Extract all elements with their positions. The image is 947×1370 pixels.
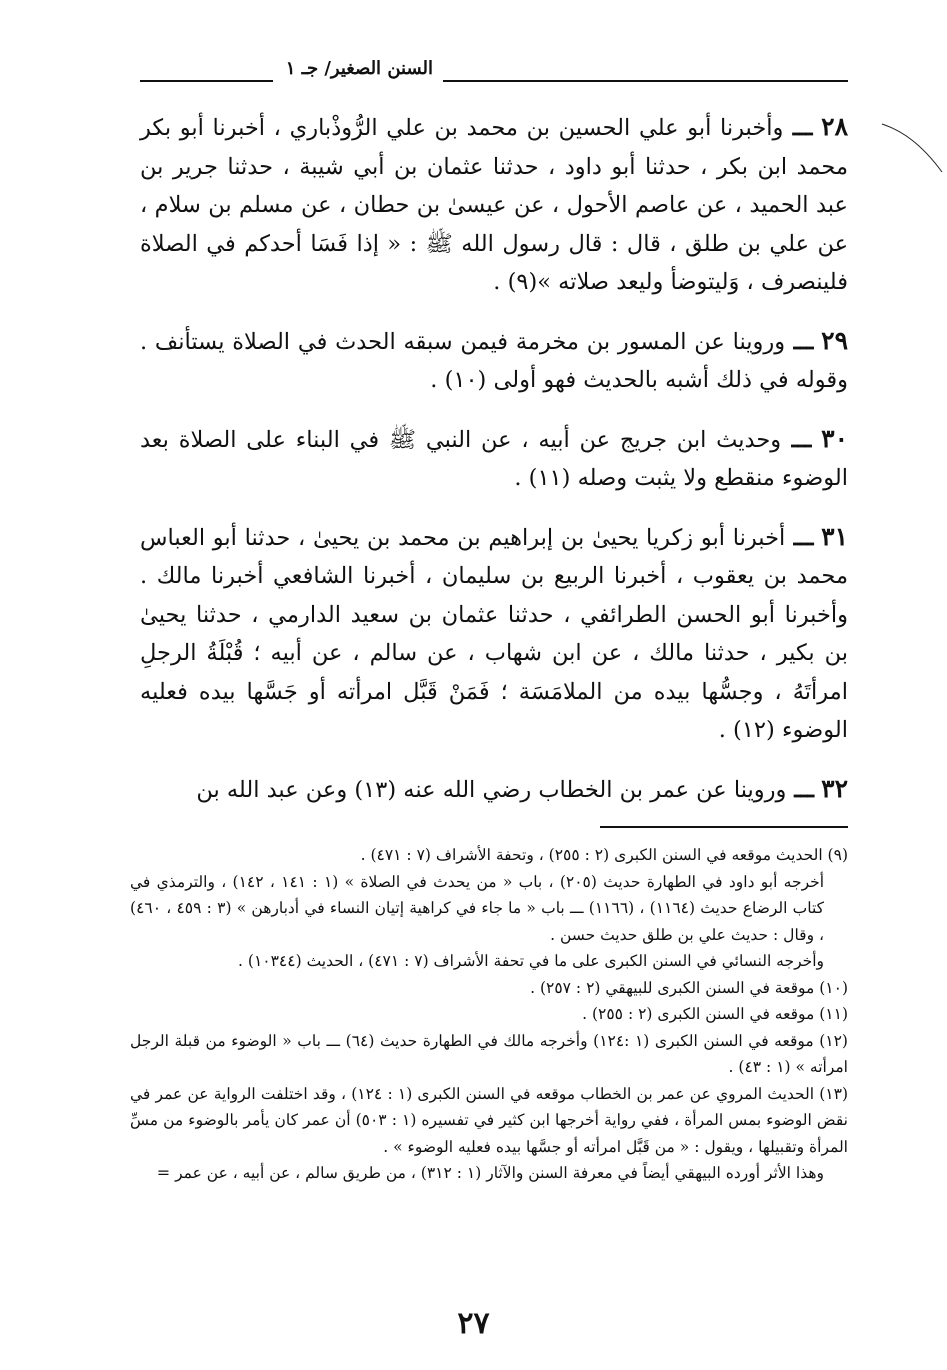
footnote-9-nasai: وأخرجه النسائي في السنن الكبرى على ما في تحفة الأشراف (٧ : ٤٧١) ، الحديث (١٠٣٤٤) . [238, 952, 824, 970]
hadith-number: ٢٨ [821, 112, 849, 141]
page-number: ٢٧ [457, 1306, 490, 1341]
footnote-13-continued [130, 1160, 848, 1187]
hadith-text: أخبرنا أبو زكريا يحيىٰ بن إبراهيم بن محمد بن يحيىٰ ، حدثنا أبو العباس محمد بن يعقوب ، أخبرنا الربيع بن سليمان ، أخبرنا الشافعي أخبرنا مالك . وأخبرنا أبو الحسن الطرائفي ، حدثنا عثمان بن سعيد الدارمي ، حدثنا يحيىٰ بن بكير ، حدثنا مالك ، عن ابن شهاب ، عن سالم ، عن أبيه ؛ قُبْلَةُ الرجلِ امرأتَهُ ، وجسُّها بيده من الملامَسَة ؛ فَمَنْ قَبَّل امرأته أو جَسَّها بيده فعليه الوضوء (١٢) . [140, 524, 848, 743]
hadith-paragraph-30: ٣٠ ـــ وحديث ابن جريج عن أبيه ، عن النبي ﷺ في البناء على الصلاة بعد الوضوء منقطع ولا يثبت وصله (١١) . [140, 423, 848, 491]
hadith-number: ٣١ [821, 521, 849, 551]
footnotes [130, 842, 848, 1187]
hadith-text: وأخبرنا أبو علي الحسين بن محمد بن علي الرُّوذْباري ، أخبرنا أبو بكر محمد ابن بكر ، حدثنا أبو داود ، حدثنا عثمان بن أبي شيبة ، حدثنا جرير بن عبد الحميد ، عن عاصم الأحول ، عن عيسىٰ بن حطان ، عن مسلم بن سلام ، عن علي بن طلق ، قال : قال رسول الله ﷺ : « إذا فَسَا أحدكم في الصلاة فلينصرف ، وَليتوضأ وليعد صلاته »(٩) . [140, 115, 848, 295]
footnote-13: (١٣) الحديث المروي عن عمر بن الخطاب موقعه في السنن الكبرى (١ : ١٢٤) ، وقد اختلفت الرواية عن عمر في نقض الوضوء بمس المرأة ، ففي رواية أخرجها ابن كثير في تفسيره (١ : ٥٠٣) أن عمر كان يأمر بالوضوء من مسِّ المرأة وتقبيلها ، ويقول : « من قَبَّل امرأته أو جسَّها بيده فعليه الوضوء » . [130, 1084, 849, 1156]
footnote-separator [600, 826, 848, 828]
footnote-9: (٩) الحديث موقعه في السنن الكبرى (٢ : ٢٥٥) ، وتحفة الأشراف (٧ : ٤٧١) . [360, 846, 848, 864]
footnote-9-takhrij: أخرجه أبو داود في الطهارة حديث (٢٠٥) ، باب « من يحدث في الصلاة » (١ : ١٤١ ، ١٤٢) ، والترمذي في كتاب الرضاع حديث (١١٦٤) ، (١١٦٦) ـــ باب « ما جاء في كراهية إتيان النساء في أدبارهن » (٣ : ٤٥٩ ، ٤٦٠) ، وقال : حديث علي بن طلق حديث حسن . [130, 872, 825, 944]
hadith-text: وروينا عن المسور بن مخرمة فيمن سبقه الحدث في الصلاة يستأنف . وقوله في ذلك أشبه بالحديث فهو أولى (١٠) . [140, 328, 848, 393]
hadith-paragraph-28: ٢٨ ـــ وأخبرنا أبو علي الحسين بن محمد بن علي الرُّوذْباري ، أخبرنا أبو بكر محمد ابن بكر ، حدثنا أبو داود ، حدثنا عثمان بن أبي شيبة ، حدثنا جرير بن عبد الحميد ، عن عاصم الأحول ، عن عيسىٰ بن حطان ، عن مسلم بن سلام ، عن علي بن طلق ، قال : قال رسول الله ﷺ : « إذا فَسَا أحدكم في الصلاة فلينصرف ، وَليتوضأ وليعد صلاته »(٩) . [140, 112, 849, 295]
running-header [140, 52, 848, 88]
continuation-mark: = [156, 1163, 171, 1182]
hadith-text: وروينا عن عمر بن الخطاب رضي الله عنه (١٣) وعن عبد الله بن [196, 776, 787, 803]
running-title: السنن الصغير/ جـ ١ [285, 58, 433, 79]
hadith-paragraph-32: ٣٢ ـــ وروينا عن عمر بن الخطاب رضي الله عنه (١٣) وعن عبد الله بن [196, 773, 848, 803]
footnote-11: (١١) موقعه في السنن الكبرى (٢ : ٢٥٥) . [582, 1005, 848, 1023]
hadith-paragraph-31: ٣١ ـــ أخبرنا أبو زكريا يحيىٰ بن إبراهيم بن محمد بن يحيىٰ ، حدثنا أبو العباس محمد بن يعقوب ، أخبرنا الربيع بن سليمان ، أخبرنا الشافعي أخبرنا مالك . وأخبرنا أبو الحسن الطرائفي ، حدثنا عثمان بن سعيد الدارمي ، حدثنا يحيىٰ بن بكير ، حدثنا مالك ، عن ابن شهاب ، عن سالم ، عن أبيه ؛ قُبْلَةُ الرجلِ امرأتَهُ ، وجسُّها بيده من الملامَسَة ؛ فَمَنْ قَبَّل امرأته أو جَسَّها بيده فعليه الوضوء (١٢) . [140, 521, 849, 743]
hadith-text: وحديث ابن جريج عن أبيه ، عن النبي ﷺ في البناء على الصلاة بعد الوضوء منقطع ولا يثبت وصله (١١) . [140, 426, 848, 491]
footnote-13-continued-text: وهذا الأثر أورده البيهقي أيضاً في معرفة السنن والآثار (١ : ٣١٢) ، من طريق سالم ، عن أبيه ، عن عمر [175, 1164, 824, 1182]
hadith-paragraph-29: ٢٩ ـــ وروينا عن المسور بن مخرمة فيمن سبقه الحدث في الصلاة يستأنف . وقوله في ذلك أشبه بالحديث فهو أولى (١٠) . [140, 325, 849, 393]
hadith-number: ٣٠ [821, 423, 848, 453]
footnote-12: (١٢) موقعه في السنن الكبرى (١ :١٢٤) وأخرجه مالك في الطهارة حديث (٦٤) ـــ باب « الوضوء من قبلة الرجل امرأته » (١ : ٤٣) . [130, 1031, 848, 1076]
header-rule [140, 80, 848, 82]
footnote-10: (١٠) موقعة في السنن الكبرى للبيهقي (٢ : ٢٥٧) . [530, 978, 848, 997]
main-text [140, 108, 848, 809]
margin-pen-stroke [880, 120, 945, 180]
hadith-number: ٢٩ [821, 325, 849, 355]
hadith-number: ٣٢ [821, 773, 848, 803]
